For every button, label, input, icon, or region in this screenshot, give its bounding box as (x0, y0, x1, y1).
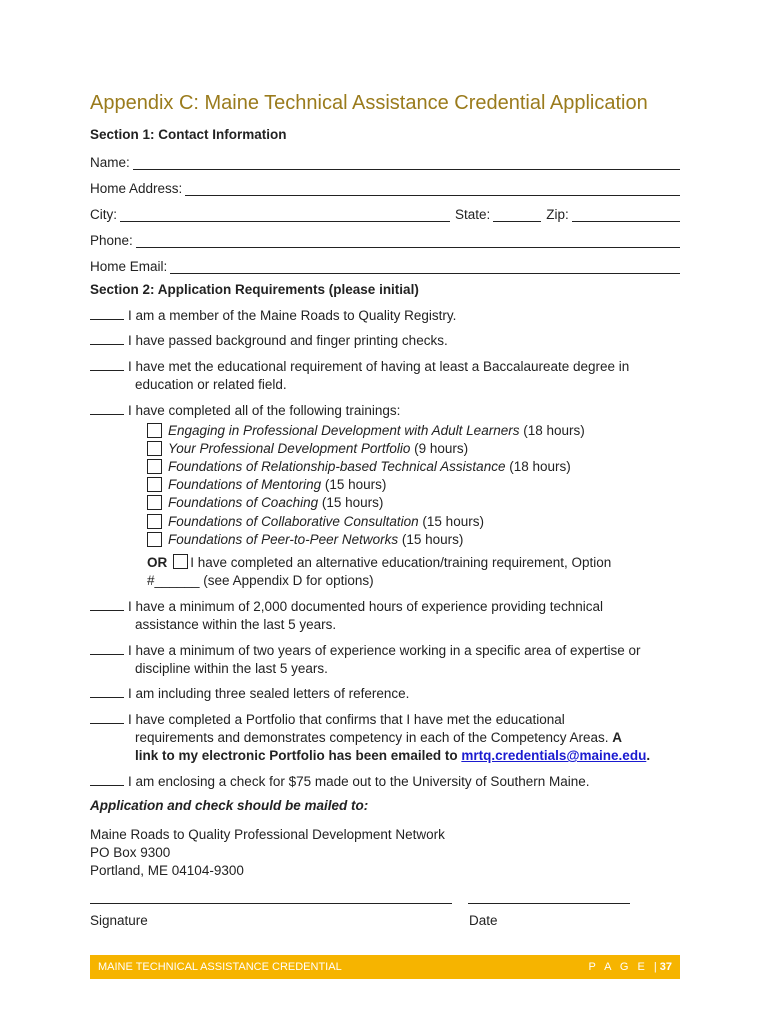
req-references (90, 685, 680, 703)
training-hours: (18 hours) (523, 422, 585, 438)
req-portfolio (90, 711, 680, 765)
training-checkbox[interactable] (147, 459, 162, 474)
period: . (646, 748, 651, 763)
city-state-zip-row (90, 202, 680, 222)
training-item (147, 457, 585, 475)
training-checkbox[interactable] (147, 514, 162, 529)
training-name: Your Professional Development Portfolio (168, 440, 411, 456)
signature-line[interactable] (90, 903, 452, 904)
home-email-label: Home Email: (90, 259, 168, 274)
training-checkbox[interactable] (147, 532, 162, 547)
home-address-field[interactable] (90, 176, 680, 196)
address-line1: Maine Roads to Quality Professional Development Network (90, 827, 445, 842)
zip-label: Zip: (546, 207, 569, 222)
req-text: I have a minimum of two years of experience working in a specific area of expertise or (128, 643, 641, 658)
home-address-label: Home Address: (90, 181, 183, 196)
req-text: I have completed all of the following trainings: (128, 403, 401, 418)
req-text-bold-line: link to my electronic Portfolio has been emailed to (135, 748, 458, 763)
initial-blank[interactable] (90, 598, 124, 611)
initial-blank[interactable] (90, 307, 124, 320)
training-hours: (15 hours) (422, 513, 484, 529)
training-item (147, 439, 585, 457)
initial-blank[interactable] (90, 332, 124, 345)
name-field[interactable] (90, 150, 680, 170)
training-item (147, 512, 585, 530)
mailing-heading: Application and check should be mailed to: (90, 798, 369, 813)
req-text-bold: A (612, 730, 623, 745)
training-checkbox[interactable] (147, 495, 162, 510)
req-experience-years (90, 642, 680, 678)
initial-blank[interactable] (90, 685, 124, 698)
req-text-cont: discipline within the last 5 years. (135, 661, 328, 676)
alternative-checkbox[interactable] (173, 554, 188, 569)
training-hours: (18 hours) (509, 458, 571, 474)
req-text: I am a member of the Maine Roads to Quality Registry. (128, 308, 457, 323)
training-item (147, 421, 585, 439)
initial-blank[interactable] (90, 711, 124, 724)
phone-field[interactable] (90, 228, 680, 248)
or-label: OR (147, 555, 168, 570)
alternative-text-cont: #______ (see Appendix D for options) (147, 573, 374, 588)
req-registry (90, 307, 680, 325)
initial-blank[interactable] (90, 642, 124, 655)
req-degree (90, 358, 680, 394)
req-text-cont2 (90, 747, 680, 765)
req-text-cont: assistance within the last 5 years. (135, 617, 337, 632)
page-title: Appendix C: Maine Technical Assistance Credential Application (90, 92, 648, 114)
footer-page (589, 961, 673, 973)
req-text-line2: requirements and demonstrates competency in each of the Competency Areas. (135, 730, 609, 745)
date-line[interactable] (468, 903, 630, 904)
mailing-address (90, 826, 445, 880)
req-check (90, 773, 680, 791)
zip-line[interactable] (572, 207, 680, 222)
training-checkbox[interactable] (147, 477, 162, 492)
email-link[interactable]: mrtq.credentials@maine.edu (461, 748, 647, 763)
req-background (90, 332, 680, 350)
req-text-cont: education or related field. (135, 377, 287, 392)
footer-title: MAINE TECHNICAL ASSISTANCE CREDENTIAL (98, 961, 342, 973)
city-line[interactable] (120, 207, 450, 222)
signature-label: Signature (90, 913, 148, 928)
training-hours: (15 hours) (321, 495, 384, 511)
home-address-line[interactable] (185, 181, 680, 196)
req-text: I am enclosing a check for $75 made out to the University of Southern Maine. (128, 774, 590, 789)
alternative-option (147, 554, 611, 590)
training-item (147, 494, 585, 512)
req-text: I have passed background and finger printing checks. (128, 333, 448, 348)
training-item (147, 530, 585, 548)
training-list (147, 421, 585, 548)
initial-blank[interactable] (90, 773, 124, 786)
state-line[interactable] (493, 207, 541, 222)
training-name: Engaging in Professional Development with Adult Learners (168, 422, 520, 438)
training-name: Foundations of Mentoring (168, 477, 322, 493)
training-hours: (9 hours) (414, 440, 469, 456)
name-line[interactable] (133, 155, 680, 170)
section2-heading: Section 2: Application Requirements (please initial) (90, 282, 419, 297)
section1-heading: Section 1: Contact Information (90, 127, 287, 142)
initial-blank[interactable] (90, 402, 124, 415)
training-name: Foundations of Collaborative Consultation (168, 513, 419, 529)
req-experience-hours (90, 598, 680, 634)
page-number: 37 (659, 961, 672, 973)
city-label: City: (90, 207, 117, 222)
req-text: I have met the educational requirement of having at least a Baccalaureate degree in (128, 359, 630, 374)
req-text: I have a minimum of 2,000 documented hours of experience providing technical (128, 599, 604, 614)
req-text-cont (90, 729, 680, 747)
req-text: I am including three sealed letters of reference. (128, 686, 410, 701)
req-text: I have completed a Portfolio that confirms that I have met the educational (128, 712, 565, 727)
training-item (147, 476, 585, 494)
training-checkbox[interactable] (147, 423, 162, 438)
phone-label: Phone: (90, 233, 133, 248)
training-hours: (15 hours) (324, 477, 387, 493)
initial-blank[interactable] (90, 358, 124, 371)
page-footer (90, 955, 680, 979)
home-email-line[interactable] (170, 259, 680, 274)
phone-line[interactable] (136, 233, 680, 248)
training-checkbox[interactable] (147, 441, 162, 456)
home-email-field[interactable] (90, 254, 680, 274)
training-name: Foundations of Relationship-based Technical Assistance (168, 458, 506, 474)
state-label: State: (455, 207, 491, 222)
name-label: Name: (90, 155, 130, 170)
training-name: Foundations of Peer-to-Peer Networks (168, 531, 399, 547)
training-name: Foundations of Coaching (168, 495, 319, 511)
address-line3: Portland, ME 04104-9300 (90, 863, 244, 878)
training-hours: (15 hours) (401, 531, 464, 547)
alternative-text: I have completed an alternative education/training requirement, Option (190, 555, 612, 570)
date-label: Date (469, 913, 498, 928)
page-word: P A G E | (588, 961, 660, 973)
address-line2: PO Box 9300 (90, 845, 171, 860)
req-trainings (90, 402, 680, 420)
